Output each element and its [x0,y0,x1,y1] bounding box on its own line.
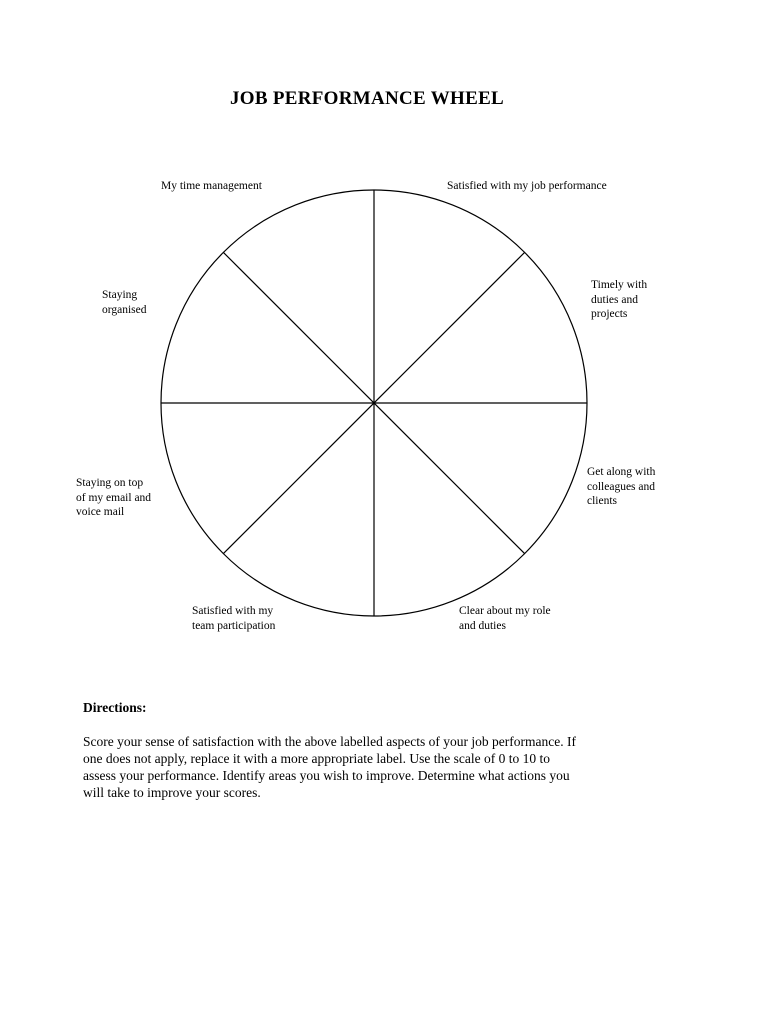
directions-line: will take to improve your scores. [83,785,261,800]
directions-heading: Directions: [83,700,147,715]
label-get-along [587,465,655,509]
page-title: JOB PERFORMANCE WHEEL [229,88,505,109]
label-line: team participation [192,619,276,632]
label-line: clients [587,495,618,507]
label-line: Satisfied with my [192,605,274,617]
directions-line: Score your sense of satisfaction with the above labelled aspects of your job performance. If [83,734,576,749]
label-timely [591,278,647,322]
label-line: Timely with [591,279,648,291]
directions-line: one does not apply, replace it with a more appropriate label. Use the scale of 0 to 10 to [83,751,550,766]
label-line: voice mail [76,506,125,518]
label-team [192,604,275,633]
label-time-management [161,179,262,194]
label-organised [102,288,147,317]
label-email [76,476,151,520]
label-line: Staying [102,289,138,301]
label-line: duties and [591,293,638,306]
label-line: Clear about my role [459,605,551,617]
directions-line: assess your performance. Identify areas you wish to improve. Determine what actions you [83,768,570,783]
label-line: of my email and [76,491,152,504]
label-role [459,604,551,633]
label-line: My time management [161,180,262,192]
label-line: Staying on top [76,477,144,489]
label-line: projects [591,308,628,320]
label-line: Satisfied with my job performance [447,180,607,192]
label-line: organised [102,303,147,316]
label-line: and duties [459,619,506,632]
label-job-performance [447,179,607,194]
directions-text [83,733,673,801]
label-line: colleagues and [587,480,656,493]
label-line: Get along with [587,466,656,478]
